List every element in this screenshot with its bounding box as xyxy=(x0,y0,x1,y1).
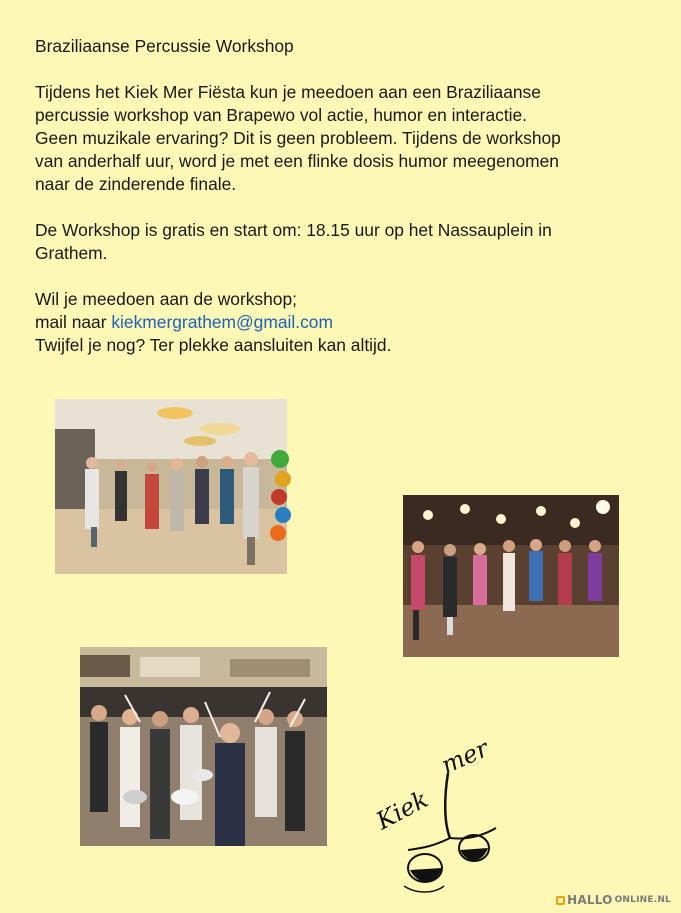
contact-line-3: Twijfel je nog? Ter plekke aansluiten kan altijd. xyxy=(35,335,392,355)
mail-prefix: mail naar xyxy=(35,312,112,332)
svg-text:Kiek: Kiek xyxy=(371,785,433,836)
contact-line-1: Wil je meedoen aan de workshop; xyxy=(35,289,297,309)
kiek-mer-logo xyxy=(371,728,508,893)
time-line-2: Grathem. xyxy=(35,243,108,263)
hallo-logo-icon xyxy=(556,896,565,905)
article-title: Braziliaanse Percussie Workshop xyxy=(35,36,294,56)
intro-line-4: van anderhalf uur, word je met een flinke dosis humor meegenomen xyxy=(35,151,559,171)
article-text xyxy=(35,35,655,380)
intro-line-1: Tijdens het Kiek Mer Fiësta kun je meedoen aan een Braziliaanse xyxy=(35,82,541,102)
watermark-hallo: HALLO xyxy=(567,893,613,907)
intro-line-2: percussie workshop van Brapewo vol actie, humor en interactie. xyxy=(35,105,528,125)
photo-drummers xyxy=(80,647,327,846)
time-line-1: De Workshop is gratis en start om: 18.15 uur op het Nassauplein in xyxy=(35,220,552,240)
intro-line-3: Geen muzikale ervaring? Dit is geen probleem. Tijdens de workshop xyxy=(35,128,561,148)
hallo-online-watermark xyxy=(556,893,671,907)
intro-line-5: naar de zinderende finale. xyxy=(35,174,237,194)
svg-text:mer: mer xyxy=(437,734,493,780)
article-paragraph-contact xyxy=(35,288,655,357)
watermark-online: ONLINE.NL xyxy=(614,895,671,905)
contact-line-2 xyxy=(35,311,655,334)
photo-workshop-hall-2 xyxy=(403,495,619,657)
article-paragraph-intro xyxy=(35,81,655,196)
photo-workshop-hall-1 xyxy=(55,399,287,574)
email-link[interactable]: kiekmergrathem@gmail.com xyxy=(111,312,333,332)
article-paragraph-time xyxy=(35,219,655,265)
